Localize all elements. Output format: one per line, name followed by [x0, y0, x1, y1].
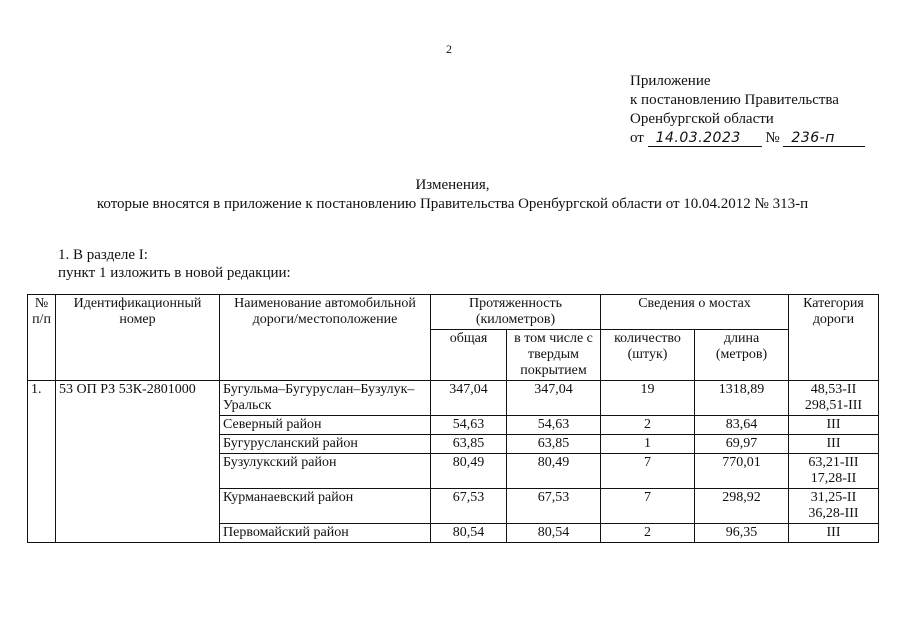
- table-row: [28, 381, 879, 416]
- bridges-length: 96,35: [695, 524, 789, 543]
- bridges-length: 69,97: [695, 435, 789, 454]
- section-intro: [58, 246, 291, 282]
- length-total: 63,85: [431, 435, 507, 454]
- bridges-count: 7: [601, 489, 695, 524]
- page-number: 2: [446, 42, 452, 56]
- bridges-length: 298,92: [695, 489, 789, 524]
- length-total: 67,53: [431, 489, 507, 524]
- bridges-count: 2: [601, 524, 695, 543]
- bridges-count: 19: [601, 381, 695, 416]
- header-id: Идентификационный номер: [56, 295, 220, 381]
- appendix-line-3: Оренбургской области: [630, 111, 774, 127]
- header-length-total: общая: [431, 330, 507, 381]
- appendix-block: [630, 72, 865, 148]
- length-paved: 54,63: [507, 416, 601, 435]
- road-category: III: [789, 416, 879, 435]
- length-paved: 347,04: [507, 381, 601, 416]
- road-category: [789, 454, 879, 489]
- header-category: Категория дороги: [789, 295, 879, 381]
- category-line-2: 36,28-III: [808, 506, 859, 521]
- length-paved: 80,49: [507, 454, 601, 489]
- category-line-2: 298,51-III: [804, 398, 863, 413]
- appendix-date-line: [630, 129, 865, 148]
- length-paved: 63,85: [507, 435, 601, 454]
- document-subtitle: которые вносятся в приложение к постановлению Правительства Оренбургской области от 10.04.2012 № 313-п: [96, 196, 809, 212]
- row-number: 1.: [28, 381, 56, 543]
- length-paved: 80,54: [507, 524, 601, 543]
- appendix-line-2: к постановлению Правительства: [630, 92, 839, 108]
- road-name: Бугурусланский район: [220, 435, 431, 454]
- road-category: [789, 489, 879, 524]
- road-name: Северный район: [220, 416, 431, 435]
- length-total: 347,04: [431, 381, 507, 416]
- handwritten-date: 14.03.2023: [648, 130, 762, 147]
- bridges-count: 7: [601, 454, 695, 489]
- road-category: III: [789, 435, 879, 454]
- number-label: №: [765, 130, 780, 146]
- road-name: Курманаевский район: [220, 489, 431, 524]
- header-num: № п/п: [28, 295, 56, 381]
- row-identifier: 53 ОП РЗ 53К-2801000: [56, 381, 220, 543]
- header-length: Протяженность (километров): [431, 295, 601, 330]
- header-bridges-count: количество (штук): [601, 330, 695, 381]
- category-line-1: 31,25-II: [810, 490, 857, 505]
- appendix-line-1: Приложение: [630, 73, 711, 89]
- road-category: [789, 381, 879, 416]
- bridges-length: 83,64: [695, 416, 789, 435]
- length-total: 54,63: [431, 416, 507, 435]
- handwritten-number: 236-п: [783, 130, 865, 147]
- document-title: Изменения,: [415, 177, 490, 193]
- road-name: Первомайский район: [220, 524, 431, 543]
- category-line-1: 48,53-II: [810, 382, 857, 397]
- roads-table: [27, 294, 879, 543]
- road-name: Бузулукский район: [220, 454, 431, 489]
- section-heading: 1. В разделе I:: [58, 247, 148, 263]
- road-category: III: [789, 524, 879, 543]
- length-total: 80,54: [431, 524, 507, 543]
- bridges-count: 2: [601, 416, 695, 435]
- length-total: 80,49: [431, 454, 507, 489]
- section-instruction: пункт 1 изложить в новой редакции:: [58, 265, 291, 281]
- from-label: от: [630, 130, 644, 146]
- category-line-2: 17,28-II: [810, 471, 857, 486]
- road-name: Бугульма–Бугуруслан–Бузулук–Уральск: [220, 381, 431, 416]
- header-name: Наименование автомобильной дороги/местоположение: [220, 295, 431, 381]
- header-bridges: Сведения о мостах: [601, 295, 789, 330]
- header-length-paved: в том числе с твердым покрытием: [507, 330, 601, 381]
- bridges-count: 1: [601, 435, 695, 454]
- category-line-1: 63,21-III: [808, 455, 859, 470]
- bridges-length: 770,01: [695, 454, 789, 489]
- header-bridges-length: длина (метров): [695, 330, 789, 381]
- length-paved: 67,53: [507, 489, 601, 524]
- bridges-length: 1318,89: [695, 381, 789, 416]
